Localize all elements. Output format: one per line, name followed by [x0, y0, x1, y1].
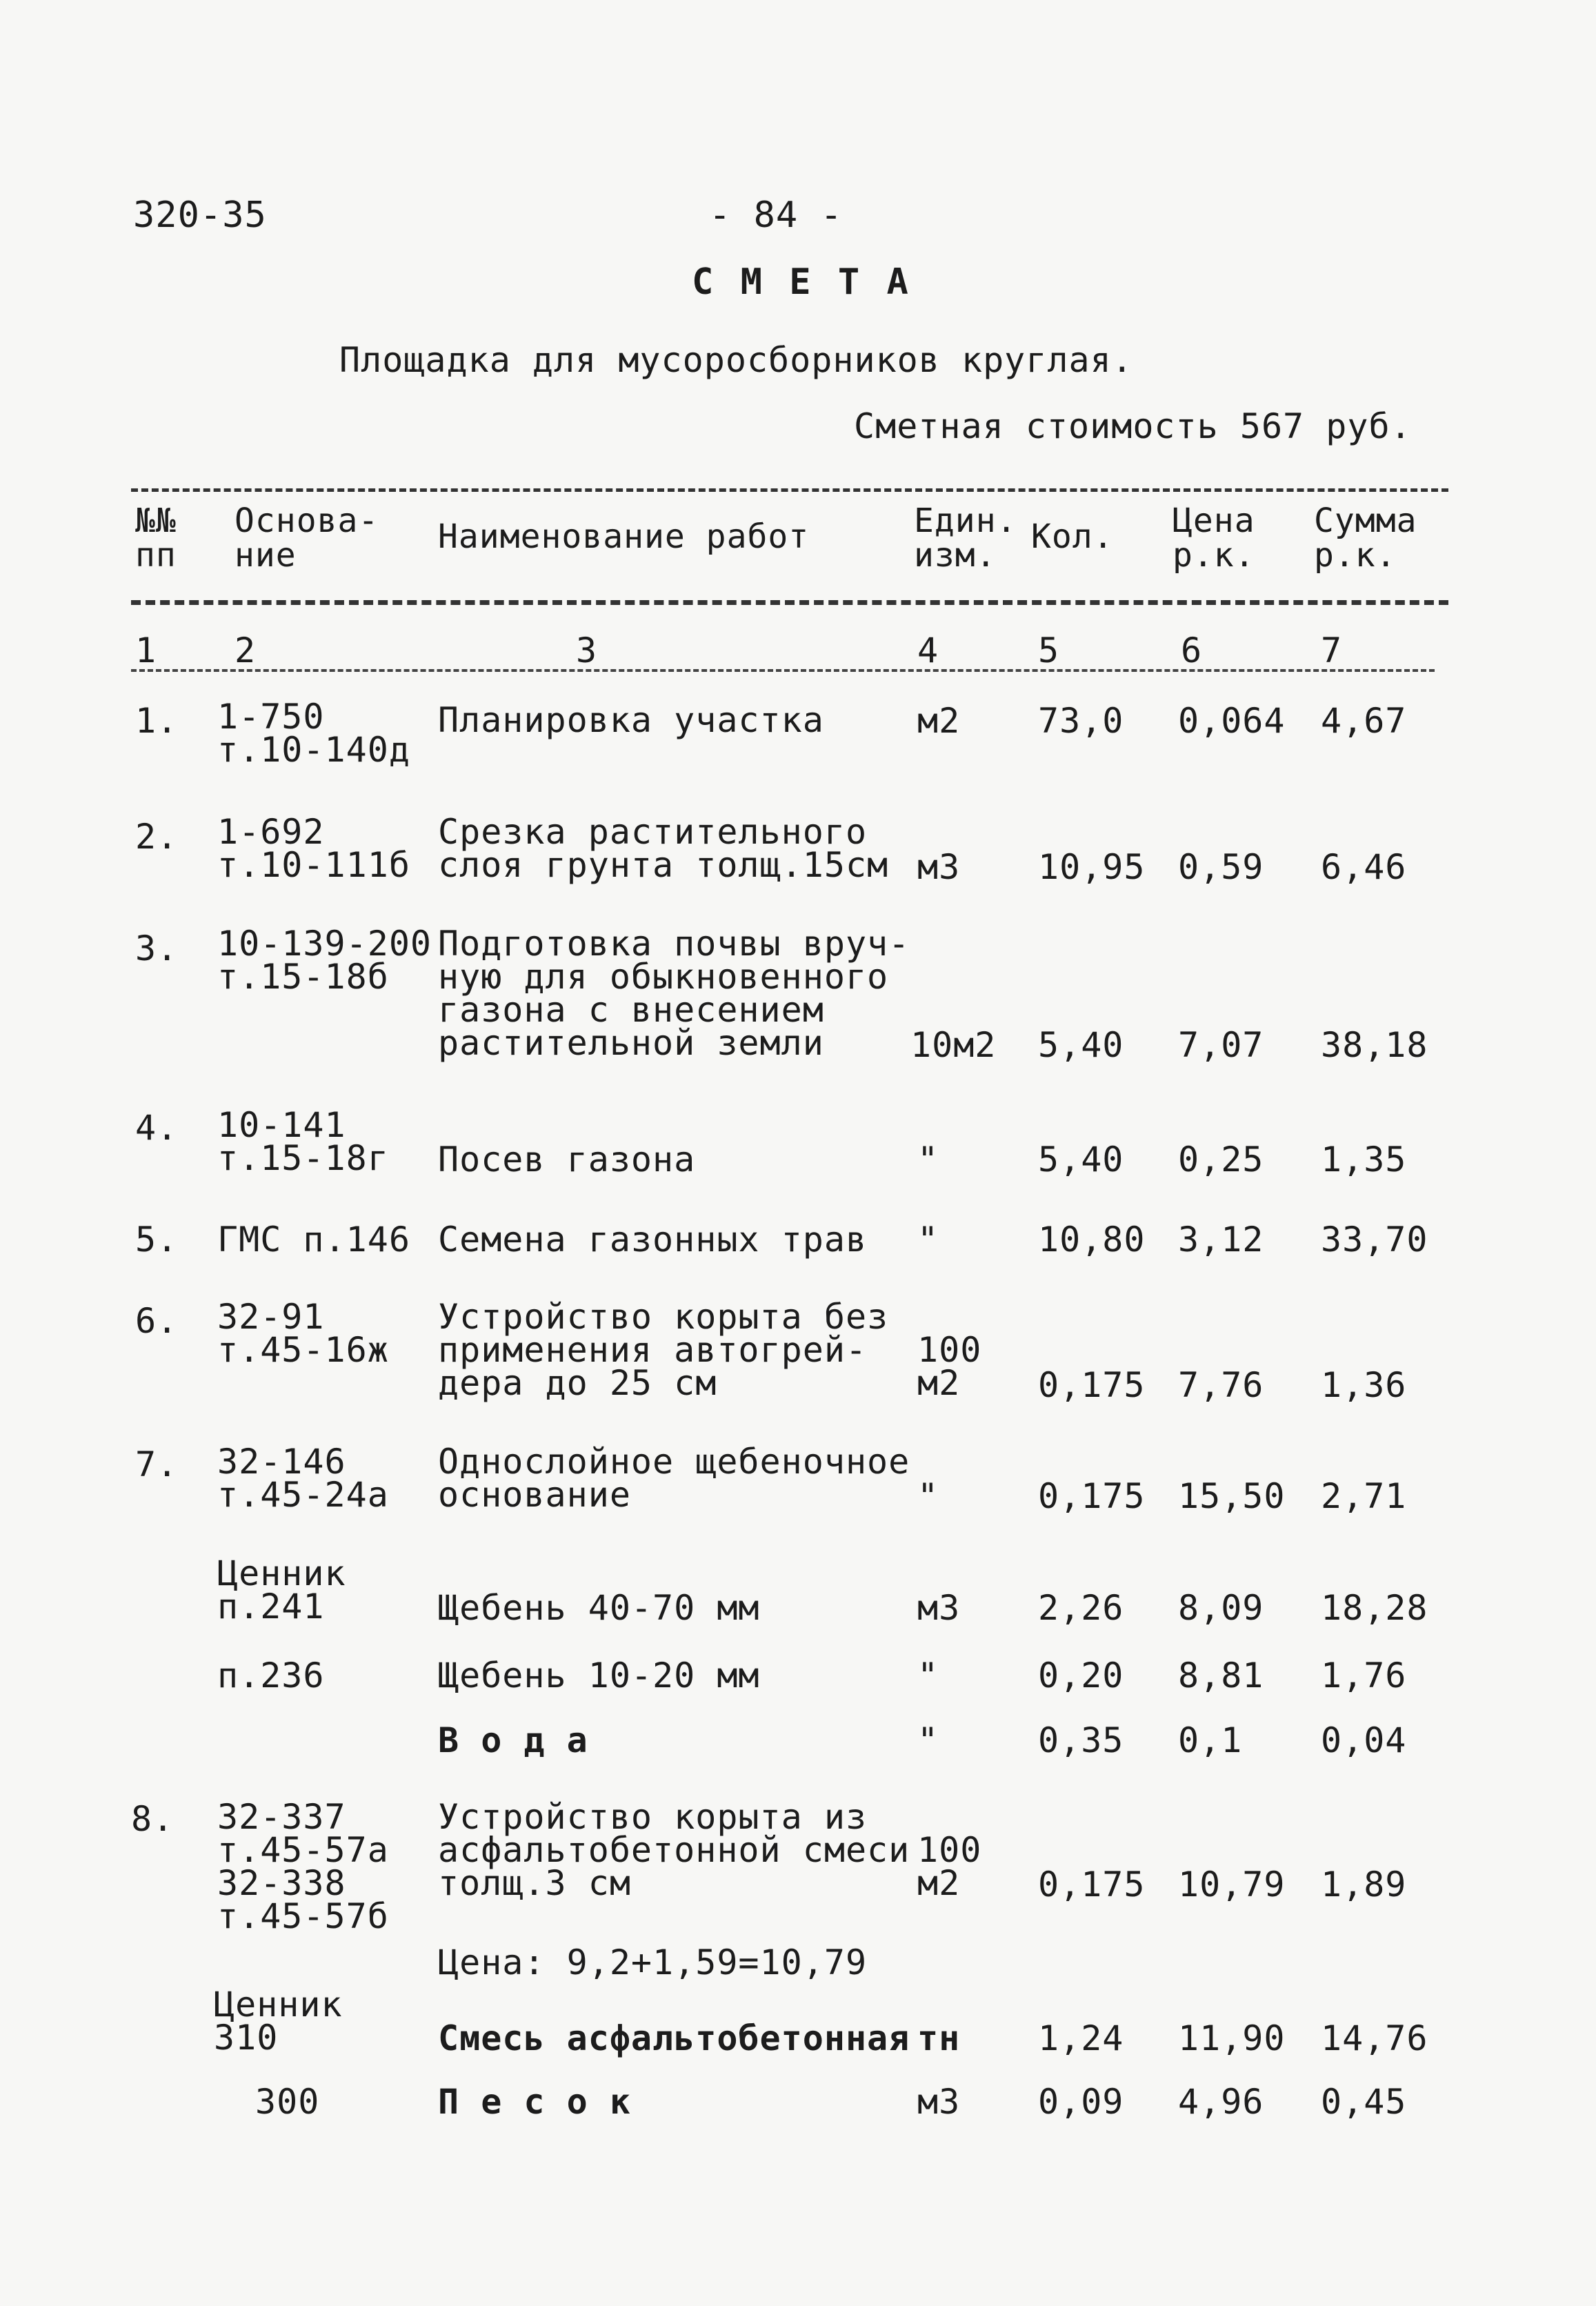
row-name: Срезка растительного слоя грунта толщ.15см — [438, 812, 889, 885]
row-price-note: Цена: 9,2+1,59=10,79 — [438, 1942, 868, 1982]
col-number-1: 1 — [135, 630, 157, 670]
row-unit: 100 м2 — [917, 1330, 982, 1403]
table-header-rule — [131, 600, 1448, 605]
col-header-qty: Кол. — [1031, 517, 1114, 556]
row-price: 0,25 — [1178, 1140, 1264, 1180]
row-qty: 2,26 — [1038, 1588, 1124, 1628]
row-price: 3,12 — [1178, 1220, 1264, 1260]
row-unit: 10м2 — [910, 1025, 997, 1065]
row-price: 0,59 — [1178, 847, 1264, 887]
row-price: 4,96 — [1178, 2082, 1264, 2122]
row-basis: 1-750 т.10-140д — [217, 697, 410, 770]
row-num: 4. — [135, 1108, 179, 1148]
row-name: Однослойное щебеночное основание — [438, 1442, 910, 1515]
col-header-num: №№ пп — [135, 501, 177, 575]
col-number-5: 5 — [1038, 630, 1060, 670]
row-qty: 0,175 — [1038, 1476, 1146, 1516]
row-unit: тн — [917, 2018, 961, 2058]
row-sum: 2,71 — [1321, 1476, 1407, 1516]
row-price: 15,50 — [1178, 1476, 1286, 1516]
row-basis: ГМС п.146 — [217, 1220, 410, 1260]
row-unit: м2 — [917, 701, 961, 741]
row-basis: 10-141 т.15-18г — [217, 1105, 389, 1178]
row-basis: п.236 — [217, 1656, 325, 1696]
col-header-unit: Един. изм. — [914, 501, 1017, 575]
row-unit: м3 — [917, 1588, 961, 1628]
col-header-price: Цена р.к. — [1173, 501, 1255, 575]
row-name: Щебень 40-70 мм — [438, 1588, 760, 1628]
row-name: Устройство корыта из асфальтобетонной смеси толщ.3 см — [438, 1797, 910, 1903]
row-name: Устройство корыта без применения автогрей- дера до 25 см — [438, 1297, 889, 1403]
row-qty: 0,09 — [1038, 2082, 1124, 2122]
col-header-name: Наименование работ — [438, 517, 810, 556]
row-name: Смесь асфальтобетонная — [438, 2018, 910, 2058]
row-basis: 32-146 т.45-24а — [217, 1442, 389, 1515]
column-numbers-rule — [131, 669, 1435, 672]
row-basis: Ценник п.241 — [217, 1553, 346, 1627]
row-sum: 1,35 — [1321, 1140, 1407, 1180]
row-unit: 100 м2 — [917, 1830, 982, 1903]
row-qty: 5,40 — [1038, 1025, 1124, 1065]
col-number-3: 3 — [576, 630, 598, 670]
row-price: 7,07 — [1178, 1025, 1264, 1065]
row-sum: 0,45 — [1321, 2082, 1407, 2122]
row-num: 1. — [135, 701, 179, 741]
col-number-6: 6 — [1181, 630, 1203, 670]
col-header-sum: Сумма р.к. — [1314, 501, 1417, 575]
row-unit: " — [917, 1476, 939, 1516]
row-sum: 18,28 — [1321, 1588, 1428, 1628]
row-name: Посев газона — [438, 1140, 696, 1180]
row-unit: " — [917, 1220, 939, 1260]
row-num: 8. — [131, 1799, 174, 1839]
row-price: 8,81 — [1178, 1656, 1264, 1696]
row-sum: 14,76 — [1321, 2018, 1428, 2058]
row-sum: 1,89 — [1321, 1865, 1407, 1905]
row-unit: м3 — [917, 847, 961, 887]
row-price: 11,90 — [1178, 2018, 1286, 2058]
row-basis: Ценник 310 — [214, 1985, 343, 2058]
row-name: Планировка участка — [438, 700, 824, 740]
row-num: 6. — [135, 1301, 179, 1341]
col-number-7: 7 — [1321, 630, 1343, 670]
row-sum: 33,70 — [1321, 1220, 1428, 1260]
row-basis: 32-91 т.45-16ж — [217, 1297, 389, 1370]
row-price: 8,09 — [1178, 1588, 1264, 1628]
row-qty: 0,20 — [1038, 1656, 1124, 1696]
row-qty: 0,35 — [1038, 1720, 1124, 1760]
row-unit: м3 — [917, 2082, 961, 2122]
row-num: 5. — [135, 1220, 179, 1260]
document-title: С М Е Т А — [692, 261, 911, 303]
page-number: - 84 - — [709, 195, 843, 236]
row-num: 3. — [135, 928, 179, 968]
row-sum: 0,04 — [1321, 1720, 1407, 1760]
row-sum: 6,46 — [1321, 847, 1407, 887]
table-top-rule — [131, 488, 1448, 492]
estimated-cost: Сметная стоимость 567 руб. — [854, 406, 1412, 446]
row-qty: 10,95 — [1038, 847, 1146, 887]
row-name: Щебень 10-20 мм — [438, 1656, 760, 1696]
row-qty: 10,80 — [1038, 1220, 1146, 1260]
row-basis: 32-337 т.45-57а 32-338 т.45-57б — [217, 1797, 389, 1936]
row-basis: 300 — [255, 2082, 320, 2122]
row-name: Семена газонных трав — [438, 1220, 868, 1260]
row-unit: " — [917, 1656, 939, 1696]
row-basis: 10-139-200 т.15-18б — [217, 924, 432, 997]
row-price: 10,79 — [1178, 1865, 1286, 1905]
col-number-2: 2 — [235, 630, 257, 670]
row-qty: 0,175 — [1038, 1365, 1146, 1405]
row-num: 2. — [135, 817, 179, 857]
row-qty: 0,175 — [1038, 1865, 1146, 1905]
row-basis: 1-692 т.10-111б — [217, 812, 410, 885]
row-qty: 5,40 — [1038, 1140, 1124, 1180]
row-sum: 38,18 — [1321, 1025, 1428, 1065]
row-name: Подготовка почвы вруч- ную для обыкновенного газона с внесением растительной земли — [438, 924, 910, 1063]
row-name: В о д а — [438, 1720, 588, 1760]
col-header-basis: Основа- ние — [235, 501, 379, 575]
row-sum: 4,67 — [1321, 701, 1407, 741]
row-unit: " — [917, 1720, 939, 1760]
row-sum: 1,36 — [1321, 1365, 1407, 1405]
row-price: 0,1 — [1178, 1720, 1243, 1760]
row-qty: 73,0 — [1038, 701, 1124, 741]
row-num: 7. — [135, 1444, 179, 1484]
col-number-4: 4 — [917, 630, 939, 670]
document-subtitle: Площадка для мусоросборников круглая. — [339, 340, 1133, 380]
document-code: 320-35 — [133, 195, 267, 236]
row-price: 7,76 — [1178, 1365, 1264, 1405]
row-qty: 1,24 — [1038, 2018, 1124, 2058]
row-unit: " — [917, 1140, 939, 1180]
row-sum: 1,76 — [1321, 1656, 1407, 1696]
row-price: 0,064 — [1178, 701, 1286, 741]
row-name: П е с о к — [438, 2082, 631, 2122]
